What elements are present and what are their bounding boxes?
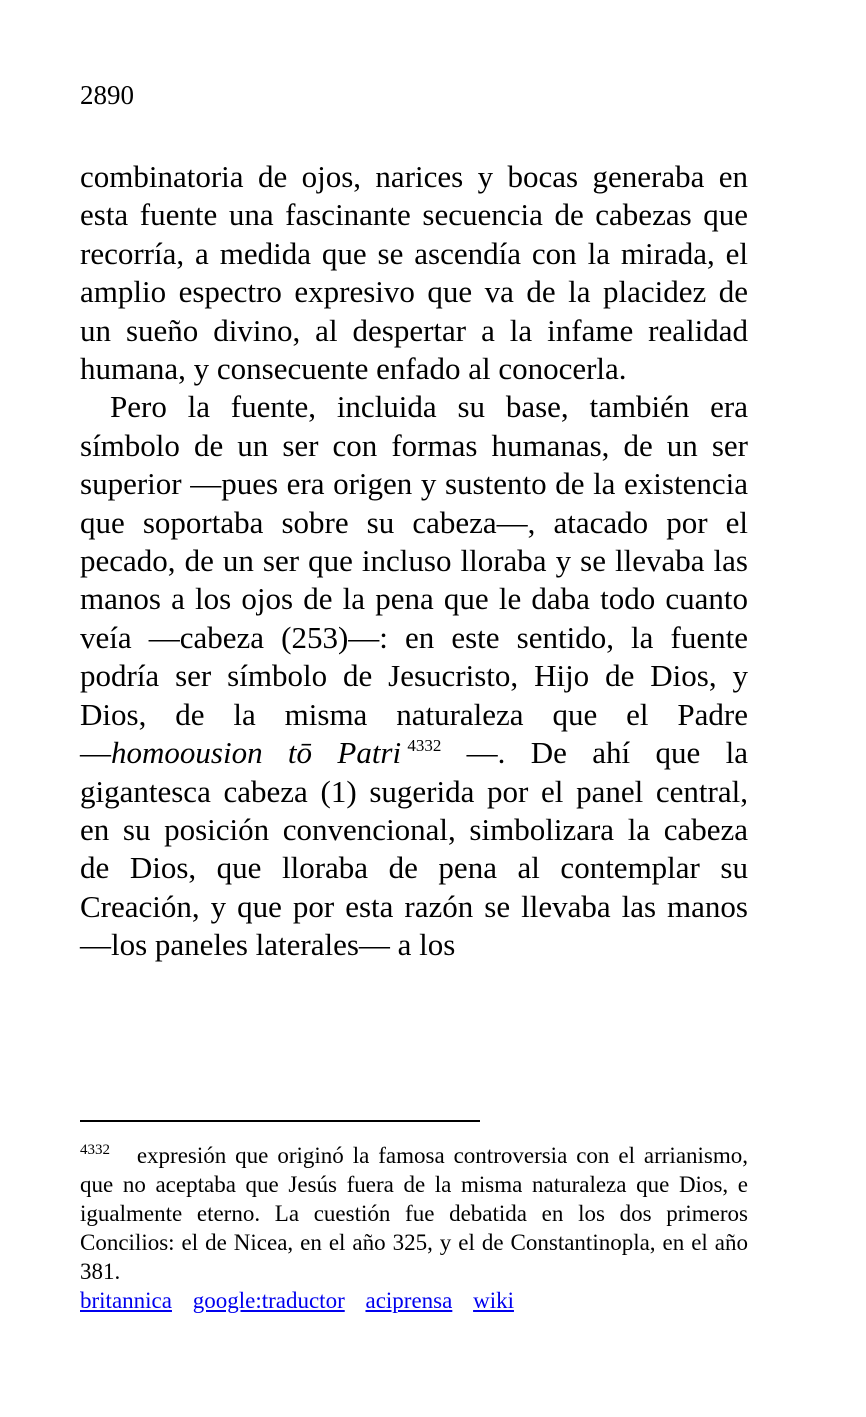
- link-britannica[interactable]: britannica: [80, 1288, 172, 1313]
- footnote-text: expresión que originó la famosa controversia con el arrianismo, que no aceptaba que Jesús fuera de la misma naturaleza que Dios, e igualmente eterno. La cuestión fue debatida en los dos primeros Concilios: el de Nicea, en el año 325, y el de Constantinopla, en el año 381.: [80, 1143, 749, 1284]
- paragraph-1: combinatoria de ojos, narices y bocas generaba en esta fuente una fascinante secuencia de cabezas que recorría, a medida que se ascendía con la mirada, el amplio espectro expresivo que va de la placidez de un sueño divino, al despertar a la infame realidad humana, y consecuente enfado al conocerla.: [80, 159, 748, 387]
- footnote-reference[interactable]: 4332: [407, 736, 442, 756]
- footnote: [80, 1141, 748, 1286]
- link-google-traductor[interactable]: google:traductor: [192, 1288, 345, 1313]
- paragraph-2-text-a: Pero la fuente, incluida su base, también era símbolo de un ser con formas humanas, de un ser superior ―pues era origen y sustento de la existencia que soportaba sobre su cabeza―, atacado por el pecado, de un ser que incluso lloraba y se llevaba las manos a los ojos de la pena que le daba todo cuanto veía ―cabeza (253)―: en este sentido, la fuente podría ser símbolo de Jesucristo, Hijo de Dios, y Dios, de la misma naturaleza que el Padre ―: [80, 389, 748, 771]
- paragraph-2: [80, 388, 748, 964]
- reference-links: [80, 1286, 529, 1315]
- link-aciprensa[interactable]: aciprensa: [365, 1288, 453, 1313]
- footnote-divider: [80, 1120, 480, 1122]
- main-text: [80, 158, 748, 965]
- paragraph-2-italic-phrase: homoousion tō Patri: [111, 735, 402, 771]
- link-wiki[interactable]: wiki: [473, 1288, 514, 1313]
- paragraph-2-text-b: ―. De ahí que la gigantesca cabeza (1) sugerida por el panel central, en su posición convencional, simbolizara la cabeza de Dios, que lloraba de pena al contemplar su Creación, y que por esta razón se llevaba las manos ―los paneles laterales― a los: [80, 735, 748, 963]
- footnote-number: 4332: [80, 1142, 110, 1158]
- footnote-paragraph: [80, 1141, 748, 1286]
- page-number: 2890: [80, 80, 134, 110]
